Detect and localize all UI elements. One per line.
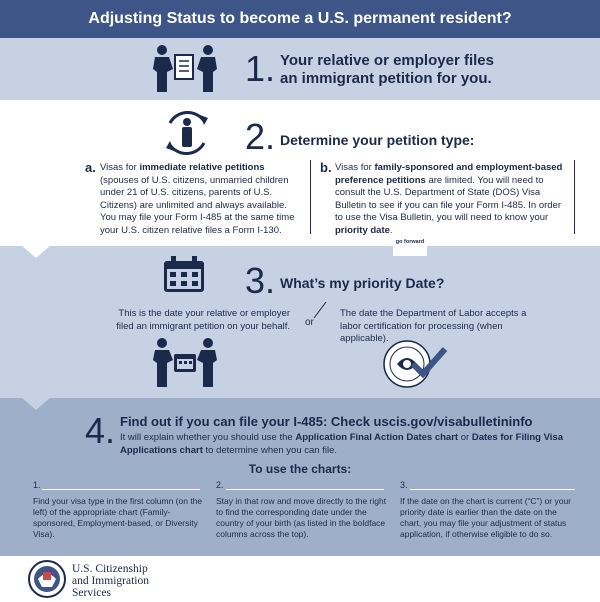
step4-number: 4.: [85, 410, 116, 451]
person-cycle-icon: [160, 106, 214, 160]
text-segment-bold: family-sponsored and employment-based preference petitions: [335, 162, 563, 186]
handshake-petition-icon: [150, 43, 220, 95]
text-segment: Find out if you can file your I-485:: [120, 414, 331, 429]
chart-col2-text: Stay in that row and move directly to the right to find the corresponding date under the country of your birth (as listed in the boldface columns across the top).: [216, 496, 387, 539]
text-segment: Visas for: [335, 162, 375, 173]
agency-name-line3: Services: [72, 587, 111, 599]
band-notch: [22, 246, 50, 258]
text-segment-bold: priority date: [335, 224, 390, 236]
step3-left-text: This is the date your relative or employer filed an immigrant petition on your behalf.: [116, 308, 290, 332]
step2-number: 2.: [245, 116, 276, 157]
step3-right-text: The date the Department of Labor accepts a labor certification for processing (when applicable).: [340, 308, 527, 344]
dhs-seal-icon: [28, 560, 66, 598]
go-forward-tag: go forward: [393, 236, 427, 256]
chart-col3-text: If the date on the chart is current (“C”) or your priority date is earlier than the date on the chart, you may file your adjustment of status application, if otherwise eligible to do so.: [400, 496, 572, 539]
text-segment: or: [458, 432, 472, 443]
chart-col2-rule: [226, 489, 384, 490]
page-title: Adjusting Status to become a U.S. permanent resident?: [0, 0, 600, 38]
text-segment: to determine when you can file.: [202, 444, 338, 456]
text-segment-bold: Dates for Filing Visa Applications chart: [120, 432, 563, 456]
calendar-handoff-icon: [152, 336, 218, 390]
text-segment-bold: Application Final Action Dates chart: [295, 432, 459, 443]
text-segment-bold: immediate relative petitions: [139, 162, 265, 173]
step1-number: 1.: [245, 48, 276, 89]
band-notch: [22, 398, 50, 410]
step2-b-text: [335, 162, 570, 237]
calendar-icon: [162, 256, 206, 294]
step2-a-letter: a.: [85, 160, 96, 175]
step2-divider-a: [310, 160, 311, 234]
step4-desc: [120, 432, 590, 457]
chart-col1-number: 1.: [33, 480, 41, 490]
text-segment: It will explain whether you should use the: [120, 432, 296, 443]
agency-name-line1: U.S. Citizenship: [72, 563, 148, 575]
visa-bulletin-link[interactable]: Check uscis.gov/visabulletininfo: [330, 414, 533, 429]
text-segment: are limited. You will need to consult the U.S. Department of State (DOS) Visa Bulletin to see if you can file your Form I-485. In order to use the Visa Bulletin, you will need to know your: [335, 174, 561, 223]
step3-title: What’s my priority Date?: [280, 275, 445, 291]
step3-number: 3.: [245, 260, 276, 301]
step2-title: Determine your petition type:: [280, 132, 475, 148]
step4-title: [120, 414, 590, 429]
chart-col3-number: 3.: [400, 480, 408, 490]
text-segment: (spouses of U.S. citizens, unmarried children under 21 of U.S. citizens, parents of U.S. Citizens) are unlimited and always available. You may file your Form I-485 at the same time your U.S. citizen relative files a Form I-130.: [100, 174, 295, 236]
step3-or: or: [305, 317, 314, 328]
step2-divider-b: [574, 160, 575, 234]
chart-col2-number: 2.: [216, 480, 224, 490]
charts-heading: To use the charts:: [248, 462, 352, 476]
step2-b-letter: b.: [320, 160, 332, 175]
chart-col3-rule: [410, 489, 575, 490]
chart-col1-rule: [42, 489, 200, 490]
checkmark-icon: [410, 346, 448, 380]
text-segment: Visas for: [100, 162, 140, 173]
text-segment: .: [389, 224, 393, 236]
step2-a-text: [100, 162, 305, 237]
agency-name-line2: and Immigration: [72, 575, 149, 587]
step1-title-line2: an immigrant petition for you.: [280, 70, 492, 87]
chart-col1-text: Find your visa type in the first column (on the left) of the appropriate chart (Family-sponsored, Employment-based, or Diversity Visa).: [33, 496, 203, 539]
step1-title-line1: Your relative or employer files: [280, 52, 494, 69]
step1-band: [0, 38, 600, 100]
